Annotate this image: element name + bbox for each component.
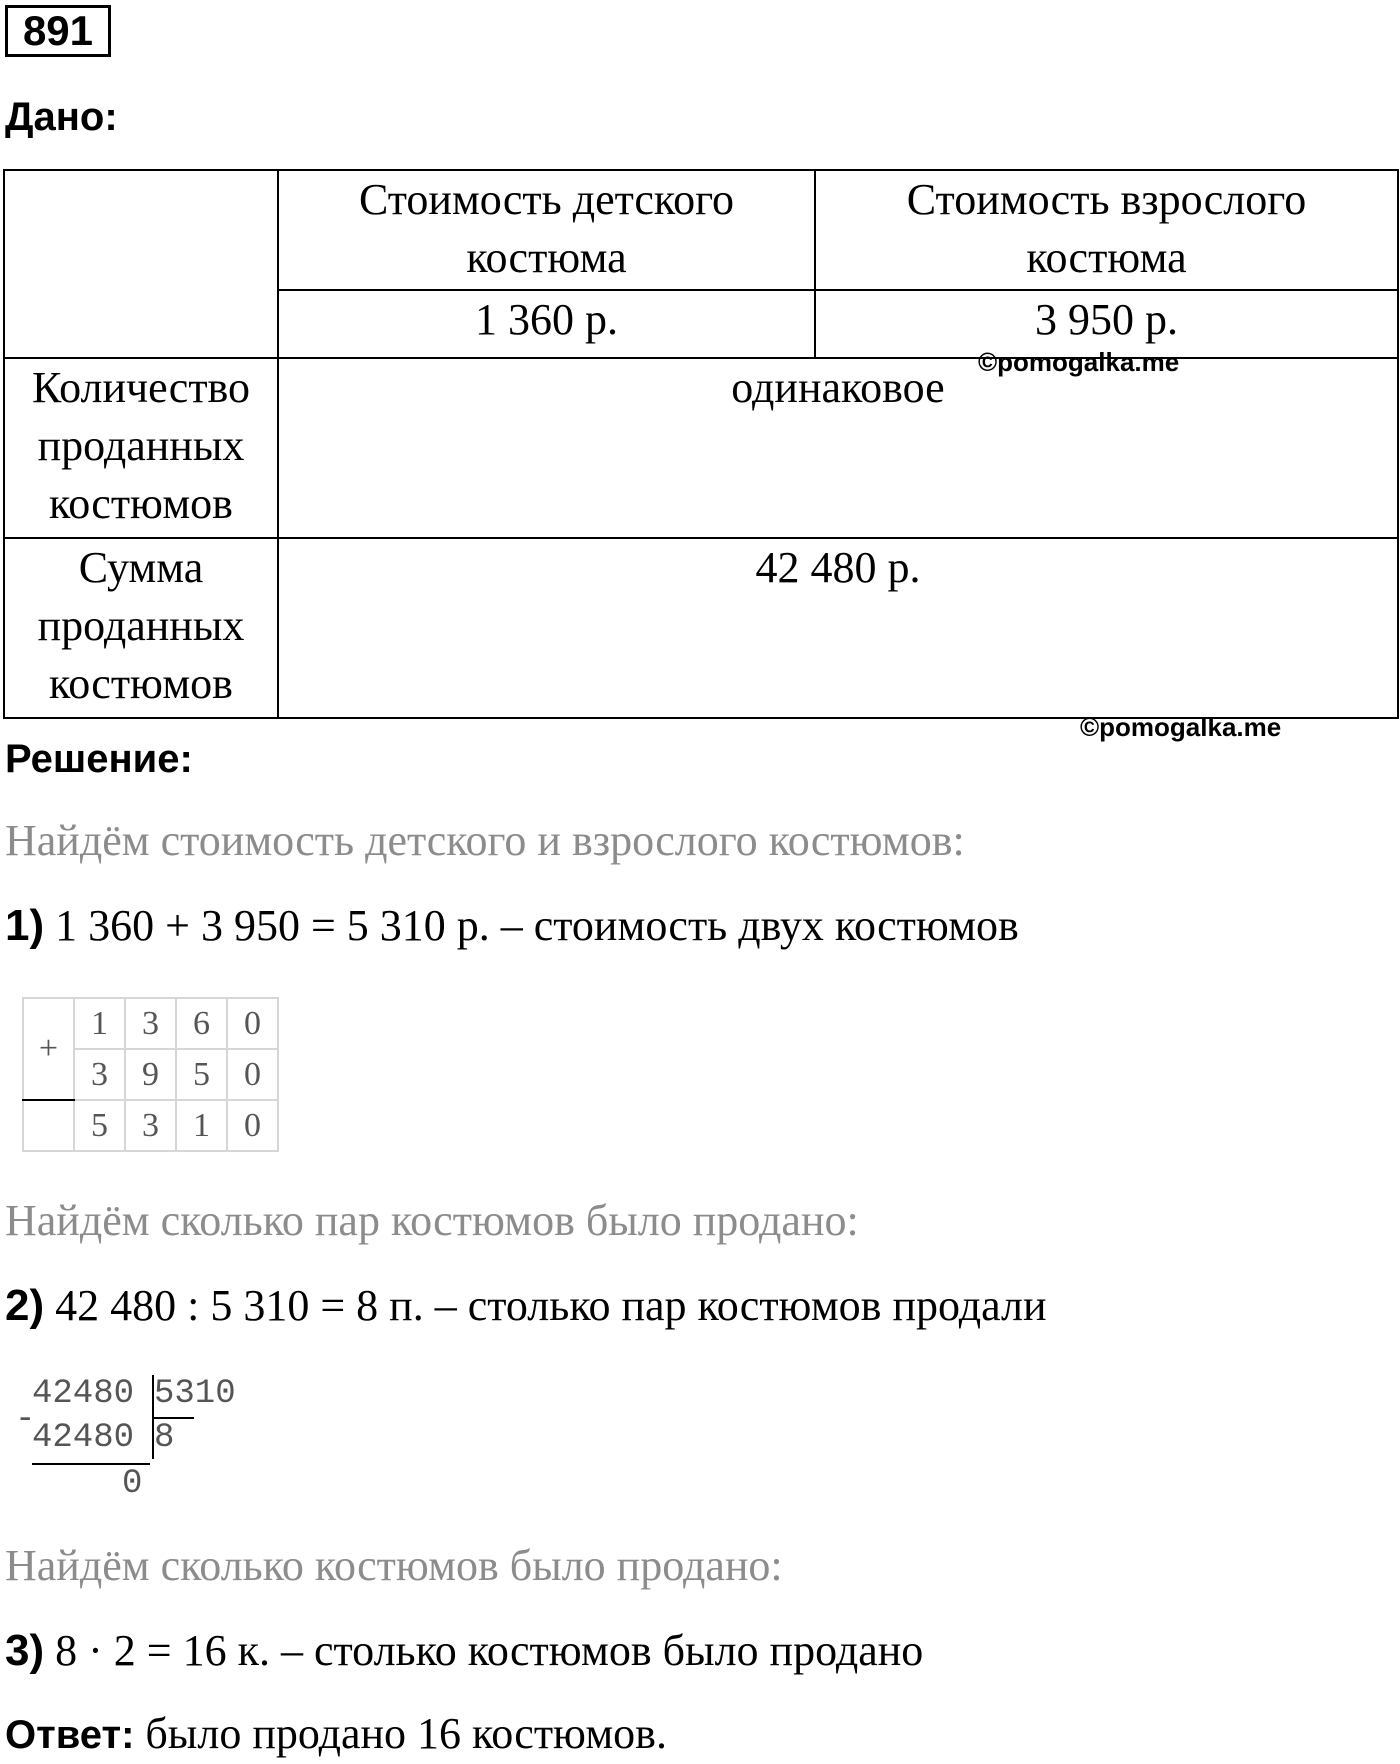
header-child-cost: Стоимость детского костюма (278, 170, 815, 290)
price-adult: 3 950 р. (815, 290, 1398, 358)
step-3-expression: 8 · 2 = 16 к. – столько костюмов было продано (55, 1626, 924, 1675)
solution-heading: Решение: (5, 737, 193, 781)
addition-column (22, 997, 279, 1152)
step-3-intro: Найдём сколько костюмов было продано: (5, 1541, 783, 1590)
quantity-value: одинаковое (278, 358, 1398, 538)
result-digit: 3 (125, 1100, 176, 1151)
task-number: 891 (5, 5, 111, 57)
price-child: 1 360 р. (278, 290, 815, 358)
dividend: 42480 (32, 1375, 135, 1413)
step-1-line (5, 900, 1019, 951)
minus-sign: - (15, 1401, 36, 1439)
watermark-1: ©pomogalka.me (978, 347, 1180, 377)
watermark-2: ©pomogalka.me (1080, 712, 1282, 742)
given-heading: Дано: (5, 95, 118, 139)
step-2-expression: 42 480 : 5 310 = 8 п. – столько пар костюмов продали (55, 1281, 1047, 1330)
step-3-number: 3) (5, 1626, 45, 1675)
result-digit: 0 (227, 1100, 278, 1151)
step-3-line (5, 1625, 923, 1676)
result-digit: 1 (176, 1100, 227, 1151)
digit-cell: 0 (227, 1049, 278, 1100)
digit-cell: 3 (125, 998, 176, 1049)
row-label-sum: Сумма проданных костюмов (4, 538, 278, 718)
digit-cell: 6 (176, 998, 227, 1049)
plus-sign: + (23, 998, 74, 1100)
given-table (3, 169, 1399, 719)
remainder: 0 (122, 1465, 143, 1503)
digit-cell: 0 (227, 998, 278, 1049)
digit-cell: 3 (74, 1049, 125, 1100)
result-digit: 5 (74, 1100, 125, 1151)
row-label-quantity: Количество проданных костюмов (4, 358, 278, 538)
table-empty-corner (4, 170, 278, 358)
answer-text: было продано 16 костюмов. (145, 1709, 667, 1758)
answer-line (5, 1708, 667, 1759)
quotient: 8 (154, 1419, 175, 1457)
subtrahend: 42480 (32, 1419, 135, 1457)
step-1-intro: Найдём стоимость детского и взрослого костюмов: (5, 816, 965, 865)
digit-cell: 9 (125, 1049, 176, 1100)
digit-cell: 1 (74, 998, 125, 1049)
step-1-expression: 1 360 + 3 950 = 5 310 р. – стоимость двух костюмов (55, 901, 1019, 950)
step-2-number: 2) (5, 1281, 45, 1330)
digit-cell: 5 (176, 1049, 227, 1100)
step-2-line (5, 1280, 1047, 1331)
answer-label: Ответ: (5, 1713, 135, 1757)
empty-cell (23, 1100, 74, 1151)
sum-value: 42 480 р. (278, 538, 1398, 718)
step-2-intro: Найдём сколько пар костюмов было продано: (5, 1196, 859, 1245)
divisor: 5310 (154, 1375, 236, 1413)
header-adult-cost: Стоимость взрослого костюма (815, 170, 1398, 290)
long-division (15, 1375, 275, 1505)
step-1-number: 1) (5, 901, 45, 950)
